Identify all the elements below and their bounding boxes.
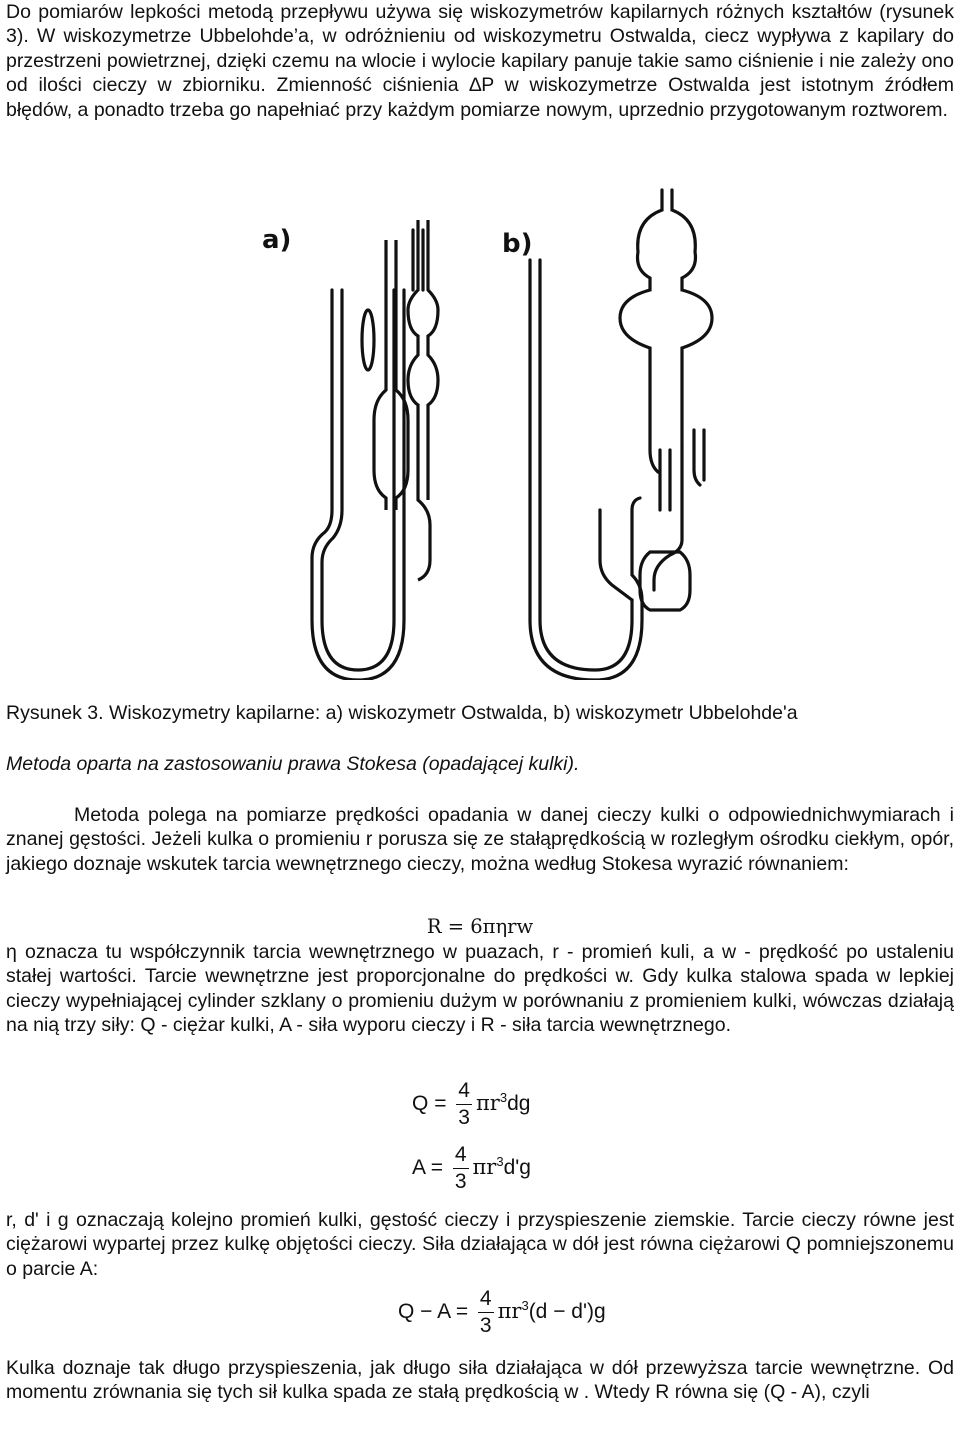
section-subheading: Metoda oparta na zastosowaniu prawa Stokesa (opadającej kulki). — [6, 753, 580, 775]
ostwald-viscometer — [312, 230, 423, 680]
buoyancy-equation: A = $\frac{4}{3}$ $\pi r^3d'g$ — [412, 1143, 531, 1193]
ubbelohde-viscometer — [530, 190, 712, 680]
figure-label-a: a) — [262, 225, 292, 255]
conclusion-paragraph: Kulka doznaje tak długo przyspieszenia, jak długo siła działająca w dół przewyższa tarcie wewnętrzne. Od momentu zrównania się tych sił kulka spada ze stałą prędkością w . Wtedy R równa się (Q - A), czyli — [6, 1357, 954, 1404]
figure-caption: Rysunek 3. Wiskozymetry kapilarne: a) wiskozymetr Ostwalda, b) wiskozymetr Ubbelohde'a — [6, 702, 798, 724]
eta-paragraph: η oznacza tu współczynnik tarcia wewnętrznego w puazach, r - promień kuli, a w - prędkość po ustaleniu stałej wartości. Tarcie wewnętrzne jest proporcjonalne do prędkości w. Gdy kulka stalowa spada w lepkiej cieczy wypełniającej cylinder szklany o promieniu dużym w porównaniu z promieniem kulki, wówczas działają na nią trzy siły: Q - ciężar kulki, A - siła wyporu cieczy i R - siła tarcia wewnętrznego. — [6, 941, 954, 1037]
net-force-equation: Q − A = $\frac{4}{3}$ $\pi r^3(d - d')g$ — [398, 1287, 606, 1337]
weight-equation: Q = $\frac{4}{3}$ $\pi r^3dg$ — [412, 1079, 531, 1129]
viscometer-figure — [240, 180, 720, 680]
stokes-equation: R = 6πηrw — [426, 915, 534, 938]
figure-label-b: b) — [502, 229, 533, 259]
intro-paragraph: Do pomiarów lepkości metodą przepływu używa się wiskozymetrów kapilarnych różnych kształtów (rysunek 3). W wiskozymetrze Ubbelohde’a, w odróżnieniu od wiskozymetru Ostwalda, ciecz wypływa z kapilary do przestrzeni powietrznej, dzięki czemu na wlocie i wylocie kapilary panuje takie samo ciśnienie i nie zależy ono od ilości cieczy w zbiorniku. Zmienność ciśnienia ∆P w wiskozymetrze Ostwalda jest istotnym źródłem błędów, a ponadto trzeba go napełniać przy każdym pomiarze nowym, uprzednio przygotowanym roztworem. — [6, 1, 954, 121]
method-paragraph: Metoda polega na pomiarze prędkości opadania w danej cieczy kulki o odpowiednichwymiarach i znanej gęstości. Jeżeli kulka o promieniu r porusza się ze stałąprędkością w rozległym ośrodku ciekłym, opór, jakiego doznaje wskutek tarcia wewnętrznego cieczy, można według Stokesa wyrazić równaniem: — [6, 804, 954, 875]
symbols-paragraph: r, d' i g oznaczają kolejno promień kulki, gęstość cieczy i przyspieszenie ziemskie. Tarcie cieczy równe jest ciężarowi wypartej przez kulkę objętości cieczy. Siła działająca w dół jest równa ciężarowi Q pomniejszonemu o parcie A: — [6, 1209, 954, 1280]
